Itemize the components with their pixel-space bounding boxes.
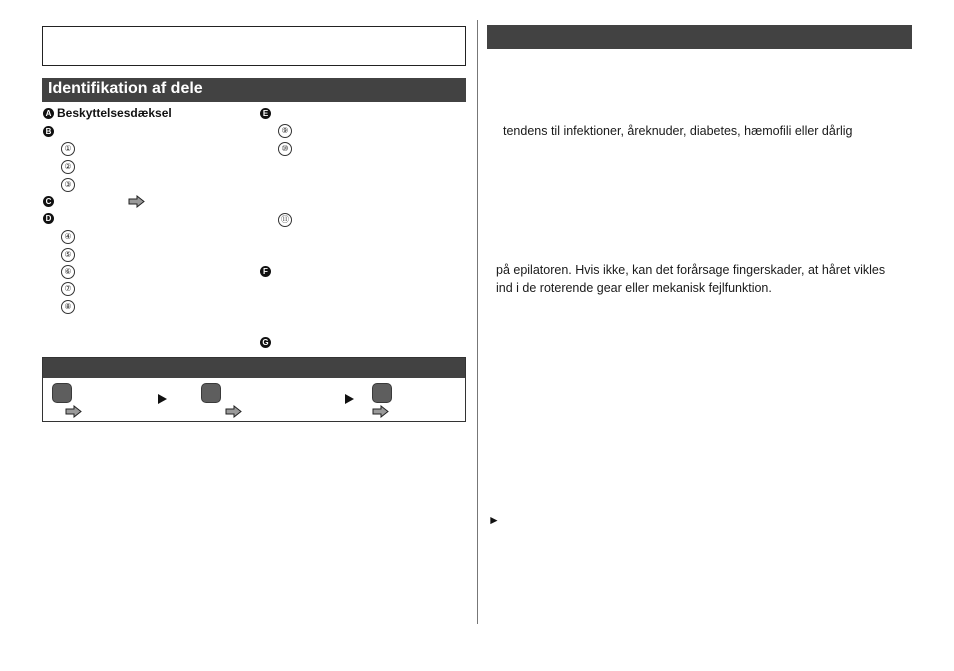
part-number-4: ④ — [61, 230, 75, 244]
badge-c: C — [43, 196, 54, 207]
step-1-icon — [52, 383, 72, 403]
section-header-identification — [42, 78, 466, 102]
right-arrow-icon — [225, 405, 243, 418]
right-arrow-icon — [65, 405, 83, 418]
badge-a: A — [43, 108, 54, 119]
warning-text-line-1: tendens til infektioner, åreknuder, diabetes, hæmofili eller dårlig — [503, 124, 853, 138]
warning-text-line-3: ind i de roterende gear eller mekanisk fejlfunktion. — [496, 281, 772, 295]
step-2-icon — [201, 383, 221, 403]
part-a-label: Beskyttelsesdæksel — [57, 106, 172, 120]
part-number-11: ⑪ — [278, 213, 292, 227]
part-number-3: ③ — [61, 178, 75, 192]
part-number-10: ⑩ — [278, 142, 292, 156]
play-triangle-icon — [345, 394, 354, 404]
step-3-icon — [372, 383, 392, 403]
top-frame-box — [42, 26, 466, 66]
section-title: Identifikation af dele — [48, 80, 203, 97]
part-number-8: ⑧ — [61, 300, 75, 314]
right-arrow-icon — [128, 195, 146, 208]
right-header-bar — [487, 25, 912, 49]
warning-text-line-2: på epilatoren. Hvis ikke, kan det forårsage fingerskader, at håret vikles — [496, 263, 886, 277]
badge-d: D — [43, 213, 54, 224]
part-number-2: ② — [61, 160, 75, 174]
steps-box — [42, 357, 466, 422]
steps-header-bar — [43, 358, 465, 378]
play-triangle-icon — [158, 394, 167, 404]
play-triangle-icon: ► — [488, 513, 500, 527]
badge-g: G — [260, 337, 271, 348]
part-number-7: ⑦ — [61, 282, 75, 296]
right-arrow-icon — [372, 405, 390, 418]
part-number-6: ⑥ — [61, 265, 75, 279]
part-number-5: ⑤ — [61, 248, 75, 262]
badge-e: E — [260, 108, 271, 119]
badge-f: F — [260, 266, 271, 277]
part-number-9: ⑨ — [278, 124, 292, 138]
column-divider — [477, 20, 478, 624]
badge-b: B — [43, 126, 54, 137]
part-number-1: ① — [61, 142, 75, 156]
